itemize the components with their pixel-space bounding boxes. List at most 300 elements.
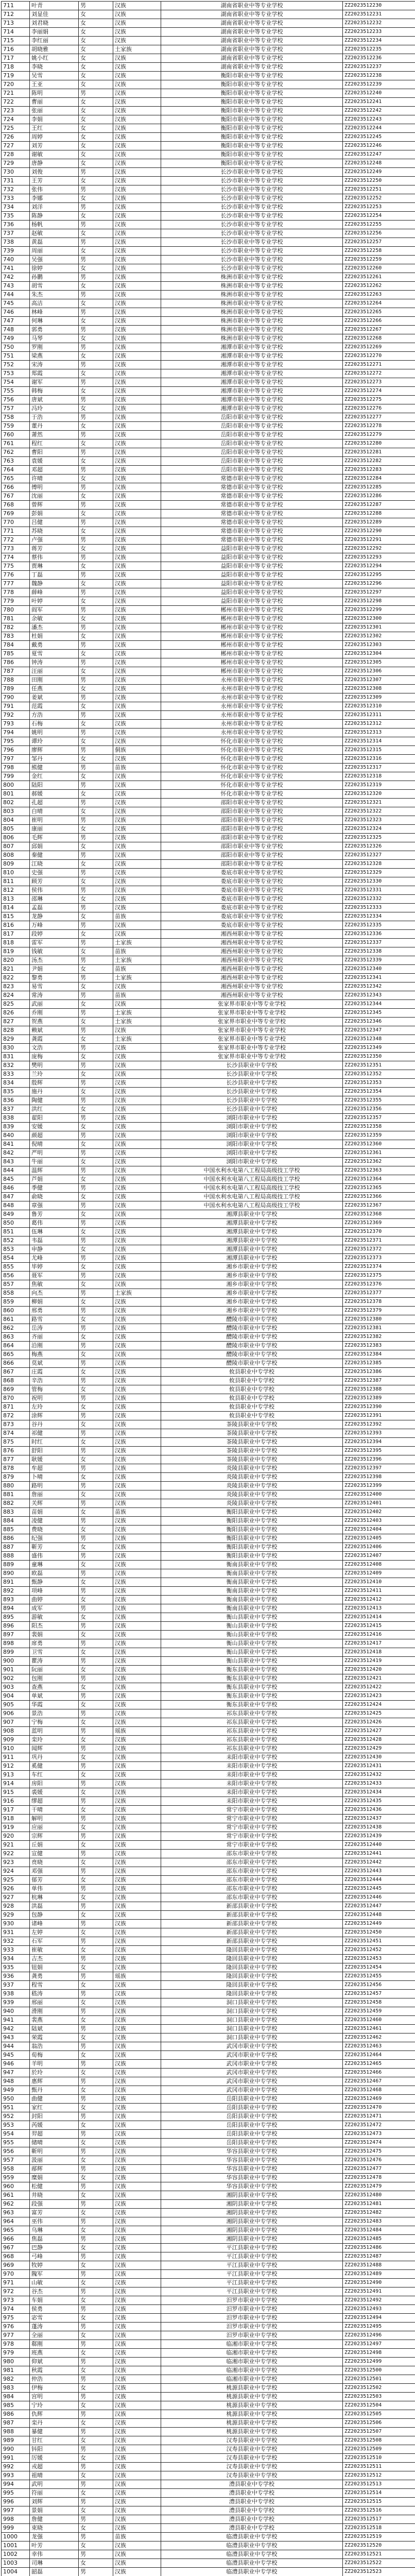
- school-cell: 湘乡市职业中专学校: [161, 1289, 343, 1298]
- gender-cell: 男: [79, 203, 113, 212]
- gender-cell: 男: [79, 2287, 113, 2296]
- table-row: [2, 2025, 415, 2033]
- gender-cell: 女: [79, 1998, 113, 2007]
- school-cell: 新邵县职业中专学校: [161, 1920, 343, 1928]
- table-row: [2, 755, 415, 764]
- gender-cell: 女: [79, 212, 113, 221]
- school-cell: 武冈市职业中专学校: [161, 2042, 343, 2051]
- gender-cell: 女: [79, 1438, 113, 1447]
- student-name-cell: 赖斌: [30, 1026, 79, 1035]
- school-cell: 湖南省职业中等专业学校: [161, 2, 343, 10]
- ethnicity-cell: 汉族: [113, 343, 161, 352]
- student-id-cell: ZZ2023512313: [343, 728, 415, 737]
- ethnicity-cell: 汉族: [113, 221, 161, 229]
- ethnicity-cell: 汉族: [113, 2174, 161, 2182]
- ethnicity-cell: 汉族: [113, 1823, 161, 1832]
- table-row: [2, 2252, 415, 2261]
- student-name-cell: 薛峰: [30, 588, 79, 597]
- gender-cell: 女: [79, 1298, 113, 1307]
- school-cell: 岳阳市职业中等专业学校: [161, 439, 343, 448]
- gender-cell: 女: [79, 1648, 113, 1657]
- row-number-cell: 838: [2, 1114, 30, 1123]
- ethnicity-cell: 汉族: [113, 1228, 161, 1236]
- student-name-cell: 左玲: [30, 1403, 79, 1412]
- row-number-cell: 792: [2, 711, 30, 720]
- student-id-cell: ZZ2023512331: [343, 886, 415, 895]
- row-number-cell: 829: [2, 1035, 30, 1044]
- row-number-cell: 952: [2, 2112, 30, 2121]
- row-number-cell: 984: [2, 2393, 30, 2401]
- row-number-cell: 758: [2, 413, 30, 422]
- table-row: [2, 510, 415, 518]
- student-name-cell: 魏静: [30, 580, 79, 588]
- ethnicity-cell: 汉族: [113, 606, 161, 615]
- gender-cell: 女: [79, 10, 113, 19]
- table-row: [2, 2331, 415, 2340]
- ethnicity-cell: 汉族: [113, 2086, 161, 2095]
- gender-cell: 女: [79, 1193, 113, 1201]
- student-id-cell: ZZ2023512241: [343, 98, 415, 107]
- table-row: [2, 282, 415, 291]
- ethnicity-cell: 汉族: [113, 80, 161, 89]
- student-id-cell: ZZ2023512328: [343, 860, 415, 869]
- gender-cell: 女: [79, 755, 113, 764]
- gender-cell: 男: [79, 1377, 113, 1385]
- ethnicity-cell: 汉族: [113, 1692, 161, 1701]
- student-id-cell: ZZ2023512362: [343, 1158, 415, 1166]
- row-number-cell: 913: [2, 1771, 30, 1780]
- row-number-cell: 954: [2, 2130, 30, 2139]
- gender-cell: 男: [79, 676, 113, 685]
- row-number-cell: 746: [2, 308, 30, 317]
- row-number-cell: 924: [2, 1867, 30, 1876]
- school-cell: 炎陵县职业中专学校: [161, 1473, 343, 1482]
- student-name-cell: 安媛: [30, 1123, 79, 1131]
- table-row: [2, 693, 415, 702]
- student-name-cell: 祖晴: [30, 2471, 79, 2480]
- school-cell: 汉寿县职业中专学校: [161, 2454, 343, 2463]
- gender-cell: 女: [79, 685, 113, 693]
- student-name-cell: 家红: [30, 2104, 79, 2112]
- table-row: [2, 2489, 415, 2498]
- student-id-cell: ZZ2023512252: [343, 194, 415, 203]
- gender-cell: 女: [79, 1876, 113, 1885]
- ethnicity-cell: 汉族: [113, 2410, 161, 2419]
- gender-cell: 女: [79, 1718, 113, 1727]
- row-number-cell: 813: [2, 895, 30, 904]
- student-name-cell: 龚霞: [30, 1035, 79, 1044]
- gender-cell: 女: [79, 63, 113, 72]
- student-id-cell: ZZ2023512390: [343, 1403, 415, 1412]
- table-row: [2, 1893, 415, 1902]
- ethnicity-cell: 汉族: [113, 895, 161, 904]
- school-cell: 衡阳市职业中等专业学校: [161, 133, 343, 142]
- school-cell: 怀化市职业中等专业学校: [161, 764, 343, 772]
- school-cell: 华容县职业中专学校: [161, 2165, 343, 2174]
- student-name-cell: 房阳: [30, 1780, 79, 1788]
- school-cell: 邵阳市职业中等专业学校: [161, 842, 343, 851]
- ethnicity-cell: 汉族: [113, 1131, 161, 1140]
- table-row: [2, 1902, 415, 1911]
- table-row: [2, 1201, 415, 1210]
- gender-cell: 女: [79, 2121, 113, 2130]
- gender-cell: 男: [79, 1412, 113, 1420]
- student-id-cell: ZZ2023512515: [343, 2498, 415, 2506]
- gender-cell: 女: [79, 133, 113, 142]
- gender-cell: 女: [79, 2226, 113, 2235]
- ethnicity-cell: 汉族: [113, 2498, 161, 2506]
- ethnicity-cell: 汉族: [113, 2182, 161, 2191]
- gender-cell: 女: [79, 1753, 113, 1762]
- table-row: [2, 1911, 415, 1920]
- row-number-cell: 957: [2, 2156, 30, 2165]
- gender-cell: 男: [79, 921, 113, 930]
- gender-cell: 女: [79, 1175, 113, 1184]
- gender-cell: 男: [79, 378, 113, 387]
- gender-cell: 男: [79, 1289, 113, 1298]
- gender-cell: 男: [79, 536, 113, 545]
- gender-cell: 女: [79, 28, 113, 37]
- table-row: [2, 1736, 415, 1744]
- row-number-cell: 882: [2, 1499, 30, 1508]
- row-number-cell: 716: [2, 45, 30, 54]
- row-number-cell: 879: [2, 1473, 30, 1482]
- student-id-cell: ZZ2023512323: [343, 816, 415, 825]
- ethnicity-cell: 汉族: [113, 28, 161, 37]
- gender-cell: 女: [79, 1123, 113, 1131]
- table-row: [2, 2033, 415, 2042]
- ethnicity-cell: 汉族: [113, 107, 161, 115]
- school-cell: 祁东县职业中专学校: [161, 1718, 343, 1727]
- gender-cell: 男: [79, 1604, 113, 1613]
- gender-cell: 女: [79, 299, 113, 308]
- table-row: [2, 799, 415, 807]
- gender-cell: 女: [79, 54, 113, 63]
- student-id-cell: ZZ2023512363: [343, 1166, 415, 1175]
- student-id-cell: ZZ2023512368: [343, 1210, 415, 1219]
- table-row: [2, 2007, 415, 2016]
- table-row: [2, 1876, 415, 1885]
- ethnicity-cell: 汉族: [113, 194, 161, 203]
- table-row: [2, 877, 415, 886]
- row-number-cell: 915: [2, 1788, 30, 1797]
- table-row: [2, 1823, 415, 1832]
- student-name-cell: 巴静: [30, 2244, 79, 2252]
- student-name-cell: 裴燕: [30, 2016, 79, 2025]
- school-cell: 桃源县职业中专学校: [161, 2384, 343, 2393]
- student-name-cell: 周婷: [30, 133, 79, 142]
- gender-cell: 男: [79, 2182, 113, 2191]
- student-id-cell: ZZ2023512318: [343, 772, 415, 781]
- row-number-cell: 923: [2, 1858, 30, 1867]
- school-cell: 华容县职业中专学校: [161, 2156, 343, 2165]
- student-name-cell: 常涛: [30, 991, 79, 1000]
- table-row: [2, 2226, 415, 2235]
- table-row: [2, 2042, 415, 2051]
- ethnicity-cell: 汉族: [113, 1543, 161, 1552]
- student-id-cell: ZZ2023512315: [343, 746, 415, 755]
- table-row: [2, 1315, 415, 1324]
- school-cell: 邵阳市职业中等专业学校: [161, 851, 343, 860]
- school-cell: 张家界市职业中等专业学校: [161, 1026, 343, 1035]
- student-name-cell: 於玲: [30, 2069, 79, 2077]
- student-name-cell: 许晴: [30, 474, 79, 483]
- table-row: [2, 536, 415, 545]
- school-cell: 攸县职业中专学校: [161, 1385, 343, 1394]
- student-id-cell: ZZ2023512342: [343, 982, 415, 991]
- row-number-cell: 946: [2, 2060, 30, 2069]
- ethnicity-cell: 汉族: [113, 1850, 161, 1858]
- school-cell: 衡阳市职业中等专业学校: [161, 150, 343, 159]
- table-row: [2, 606, 415, 615]
- table-row: [2, 334, 415, 343]
- student-name-cell: 束晓: [30, 2524, 79, 2533]
- table-row: [2, 247, 415, 256]
- ethnicity-cell: 汉族: [113, 2033, 161, 2042]
- ethnicity-cell: 汉族: [113, 2568, 161, 2576]
- table-row: [2, 483, 415, 492]
- table-row: [2, 1263, 415, 1272]
- row-number-cell: 990: [2, 2445, 30, 2454]
- school-cell: 张家界市职业中等专业学校: [161, 1044, 343, 1053]
- row-number-cell: 858: [2, 1289, 30, 1298]
- gender-cell: 男: [79, 1920, 113, 1928]
- row-number-cell: 714: [2, 28, 30, 37]
- table-row: [2, 825, 415, 834]
- row-number-cell: 847: [2, 1193, 30, 1201]
- student-id-cell: ZZ2023512230: [343, 2, 415, 10]
- school-cell: 岳阳县职业中专学校: [161, 2095, 343, 2104]
- gender-cell: 男: [79, 1499, 113, 1508]
- student-id-cell: ZZ2023512406: [343, 1543, 415, 1552]
- school-cell: 湘潭县职业中专学校: [161, 1228, 343, 1236]
- row-number-cell: 849: [2, 1210, 30, 1219]
- row-number-cell: 854: [2, 1254, 30, 1263]
- student-name-cell: 詹丽: [30, 1490, 79, 1499]
- student-name-cell: 宓雪: [30, 2314, 79, 2323]
- row-number-cell: 869: [2, 1385, 30, 1394]
- row-number-cell: 834: [2, 1079, 30, 1088]
- student-id-cell: ZZ2023512231: [343, 10, 415, 19]
- school-cell: 湘潭县职业中专学校: [161, 1236, 343, 1245]
- student-id-cell: ZZ2023512459: [343, 2007, 415, 2016]
- ethnicity-cell: 汉族: [113, 2235, 161, 2244]
- row-number-cell: 783: [2, 632, 30, 641]
- school-cell: 长沙县职业中专学校: [161, 1096, 343, 1105]
- gender-cell: 女: [79, 702, 113, 711]
- school-cell: 长沙市职业中等专业学校: [161, 177, 343, 185]
- row-number-cell: 799: [2, 772, 30, 781]
- ethnicity-cell: 土家族: [113, 939, 161, 947]
- table-row: [2, 702, 415, 711]
- school-cell: 怀化市职业中等专业学校: [161, 772, 343, 781]
- gender-cell: 男: [79, 1061, 113, 1070]
- student-name-cell: 刘芳: [30, 142, 79, 150]
- student-name-cell: 齐丽: [30, 1333, 79, 1342]
- school-cell: 永州市职业中等专业学校: [161, 702, 343, 711]
- school-cell: 耒阳市职业中专学校: [161, 1780, 343, 1788]
- ethnicity-cell: 汉族: [113, 1911, 161, 1920]
- student-id-cell: ZZ2023512365: [343, 1184, 415, 1193]
- ethnicity-cell: 汉族: [113, 177, 161, 185]
- student-name-cell: 孔超: [30, 799, 79, 807]
- ethnicity-cell: 汉族: [113, 2419, 161, 2428]
- ethnicity-cell: 汉族: [113, 510, 161, 518]
- student-name-cell: 方浩: [30, 711, 79, 720]
- school-cell: 湘乡市职业中专学校: [161, 1263, 343, 1272]
- table-row: [2, 63, 415, 72]
- student-name-cell: 邢勇: [30, 1307, 79, 1315]
- ethnicity-cell: 汉族: [113, 2480, 161, 2489]
- gender-cell: 男: [79, 1639, 113, 1648]
- gender-cell: 女: [79, 72, 113, 80]
- student-name-cell: 熊健: [30, 764, 79, 772]
- gender-cell: 女: [79, 930, 113, 939]
- table-row: [2, 2147, 415, 2156]
- gender-cell: 男: [79, 1114, 113, 1123]
- school-cell: 株洲市职业中等专业学校: [161, 326, 343, 334]
- student-name-cell: 武明: [30, 2480, 79, 2489]
- ethnicity-cell: 汉族: [113, 702, 161, 711]
- table-row: [2, 2217, 415, 2226]
- table-row: [2, 80, 415, 89]
- ethnicity-cell: 汉族: [113, 474, 161, 483]
- gender-cell: 男: [79, 2270, 113, 2279]
- row-number-cell: 876: [2, 1447, 30, 1455]
- school-cell: 澧县职业中专学校: [161, 2524, 343, 2533]
- ethnicity-cell: 汉族: [113, 1333, 161, 1342]
- gender-cell: 男: [79, 2, 113, 10]
- row-number-cell: 936: [2, 1972, 30, 1981]
- row-number-cell: 856: [2, 1272, 30, 1280]
- table-row: [2, 1499, 415, 1508]
- student-name-cell: 厉媛: [30, 2454, 79, 2463]
- student-id-cell: ZZ2023512253: [343, 203, 415, 212]
- student-name-cell: 庞梅: [30, 1053, 79, 1061]
- student-name-cell: 温辉: [30, 1166, 79, 1175]
- student-name-cell: 宁梅: [30, 1718, 79, 1727]
- row-number-cell: 718: [2, 63, 30, 72]
- school-cell: 湘潭县职业中专学校: [161, 1254, 343, 1263]
- table-row: [2, 772, 415, 781]
- school-cell: 张家界市职业中等专业学校: [161, 1053, 343, 1061]
- student-name-cell: 嵇涛: [30, 1990, 79, 1998]
- ethnicity-cell: 汉族: [113, 2524, 161, 2533]
- table-row: [2, 439, 415, 448]
- student-id-cell: ZZ2023512339: [343, 956, 415, 965]
- school-cell: 湘潭县职业中专学校: [161, 1245, 343, 1254]
- table-row: [2, 2506, 415, 2515]
- student-id-cell: ZZ2023512473: [343, 2130, 415, 2139]
- student-name-cell: 阳杰: [30, 1622, 79, 1631]
- student-name-cell: 姚小红: [30, 54, 79, 63]
- ethnicity-cell: 汉族: [113, 1298, 161, 1307]
- student-id-cell: ZZ2023512457: [343, 1990, 415, 1998]
- row-number-cell: 765: [2, 474, 30, 483]
- student-name-cell: 翟阳: [30, 1114, 79, 1123]
- gender-cell: 男: [79, 308, 113, 317]
- student-name-cell: 涂辉: [30, 1412, 79, 1420]
- ethnicity-cell: 汉族: [113, 536, 161, 545]
- student-name-cell: 庄霞: [30, 1368, 79, 1377]
- row-number-cell: 817: [2, 930, 30, 939]
- student-id-cell: ZZ2023512514: [343, 2489, 415, 2498]
- student-id-cell: ZZ2023512262: [343, 282, 415, 291]
- gender-cell: 女: [79, 1088, 113, 1096]
- ethnicity-cell: 汉族: [113, 982, 161, 991]
- row-number-cell: 776: [2, 571, 30, 580]
- student-name-cell: 弓峰: [30, 2252, 79, 2261]
- student-id-cell: ZZ2023512512: [343, 2471, 415, 2480]
- school-cell: 益阳市职业中等专业学校: [161, 597, 343, 606]
- school-cell: 湘西州职业中等专业学校: [161, 982, 343, 991]
- student-id-cell: ZZ2023512388: [343, 1385, 415, 1394]
- student-id-cell: ZZ2023512289: [343, 518, 415, 527]
- student-name-cell: 杨帆: [30, 221, 79, 229]
- ethnicity-cell: 汉族: [113, 1420, 161, 1429]
- student-id-cell: ZZ2023512460: [343, 2016, 415, 2025]
- gender-cell: 男: [79, 2060, 113, 2069]
- row-number-cell: 725: [2, 124, 30, 133]
- school-cell: 浏阳市职业中专学校: [161, 1131, 343, 1140]
- ethnicity-cell: 汉族: [113, 1806, 161, 1815]
- row-number-cell: 918: [2, 1815, 30, 1823]
- student-id-cell: ZZ2023512454: [343, 1963, 415, 1972]
- student-id-cell: ZZ2023512237: [343, 63, 415, 72]
- student-name-cell: 路明: [30, 1482, 79, 1490]
- school-cell: 常德市职业中等专业学校: [161, 527, 343, 536]
- row-number-cell: 947: [2, 2069, 30, 2077]
- ethnicity-cell: 汉族: [113, 159, 161, 168]
- gender-cell: 男: [79, 2568, 113, 2576]
- row-number-cell: 949: [2, 2086, 30, 2095]
- student-id-cell: ZZ2023512316: [343, 755, 415, 764]
- school-cell: 岳阳市职业中等专业学校: [161, 413, 343, 422]
- gender-cell: 男: [79, 1219, 113, 1228]
- student-id-cell: ZZ2023512456: [343, 1981, 415, 1990]
- school-cell: 长沙县职业中专学校: [161, 1088, 343, 1096]
- gender-cell: 男: [79, 361, 113, 369]
- gender-cell: 女: [79, 1596, 113, 1604]
- table-row: [2, 2401, 415, 2410]
- student-id-cell: ZZ2023512522: [343, 2559, 415, 2568]
- school-cell: 郴州市职业中等专业学校: [161, 658, 343, 667]
- table-row: [2, 45, 415, 54]
- table-row: [2, 1158, 415, 1166]
- row-number-cell: 972: [2, 2287, 30, 2296]
- ethnicity-cell: 汉族: [113, 1236, 161, 1245]
- row-number-cell: 959: [2, 2174, 30, 2182]
- school-cell: 衡南县职业中专学校: [161, 1604, 343, 1613]
- gender-cell: 女: [79, 1280, 113, 1289]
- row-number-cell: 937: [2, 1981, 30, 1990]
- row-number-cell: 723: [2, 107, 30, 115]
- gender-cell: 女: [79, 912, 113, 921]
- table-row: [2, 2, 415, 10]
- gender-cell: 女: [79, 2401, 113, 2410]
- ethnicity-cell: 汉族: [113, 2305, 161, 2314]
- gender-cell: 男: [79, 974, 113, 982]
- row-number-cell: 938: [2, 1990, 30, 1998]
- student-id-cell: ZZ2023512306: [343, 667, 415, 676]
- ethnicity-cell: 汉族: [113, 2209, 161, 2217]
- gender-cell: 男: [79, 2375, 113, 2384]
- row-number-cell: 750: [2, 343, 30, 352]
- ethnicity-cell: 汉族: [113, 685, 161, 693]
- ethnicity-cell: 汉族: [113, 1394, 161, 1403]
- gender-cell: 女: [79, 2139, 113, 2147]
- row-number-cell: 756: [2, 396, 30, 404]
